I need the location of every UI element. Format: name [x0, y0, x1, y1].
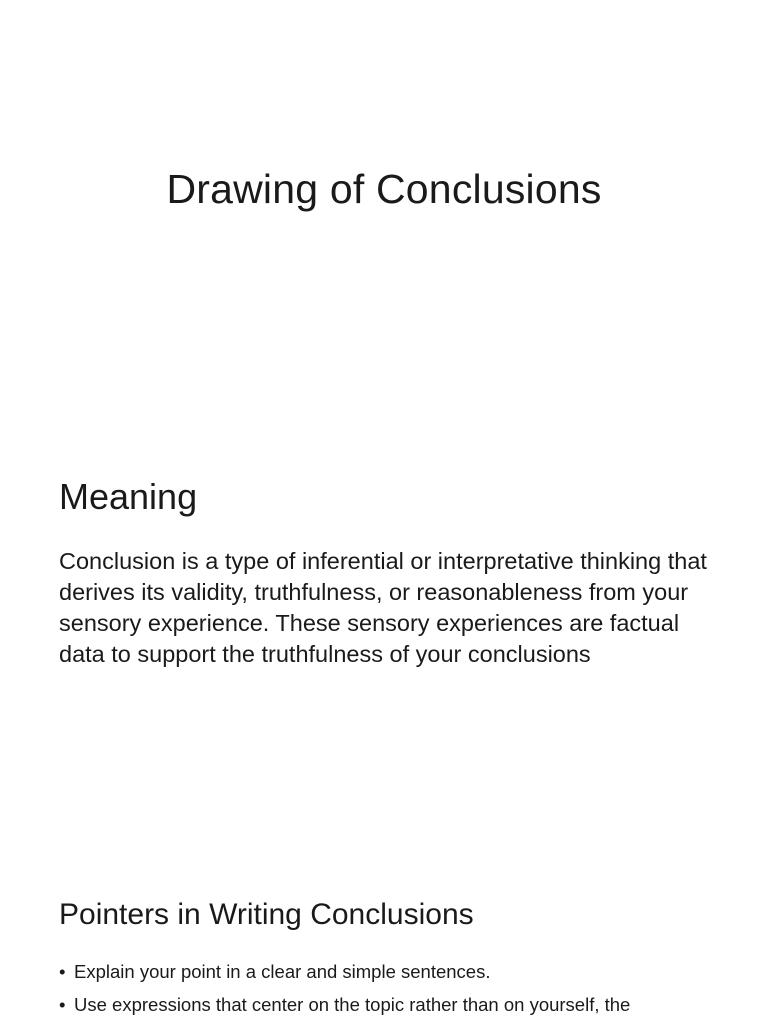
bullet-icon: •	[59, 961, 66, 982]
list-item	[59, 960, 739, 984]
slide-heading-meaning: Meaning	[59, 476, 198, 517]
list-item	[59, 993, 739, 1017]
list-item-text: Use expressions that center on the topic rather than on yourself, the	[74, 994, 631, 1015]
meaning-slide	[0, 432, 768, 864]
slide-title: Drawing of Conclusions	[166, 166, 602, 212]
pointers-list	[59, 960, 739, 1024]
meaning-body-text: Conclusion is a type of inferential or interpretative thinking that derives its validity, truthfulness, or reasonableness from your sensory experience. These sensory experiences are factual data to support the truthfulness of your conclusions	[59, 548, 707, 667]
slide-heading-pointers: Pointers in Writing Conclusions	[59, 898, 474, 931]
pointers-slide	[0, 864, 768, 1024]
title-slide	[0, 0, 768, 432]
bullet-icon: •	[59, 994, 66, 1015]
list-item-text: Explain your point in a clear and simple sentences.	[74, 961, 491, 982]
